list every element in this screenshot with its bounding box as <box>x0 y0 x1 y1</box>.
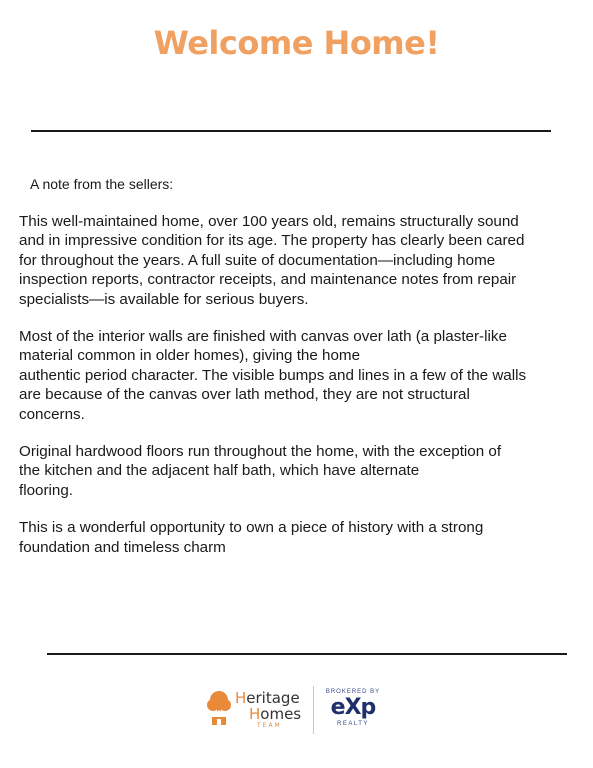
bottom-divider <box>47 653 567 655</box>
body-text <box>19 212 581 575</box>
house-tree-icon <box>205 688 239 726</box>
heritage-rest: eritage <box>246 689 300 707</box>
paragraph-history: This well-maintained home, over 100 years old, remains structurally sound and in impressive condition for its age. The property has clearly been cared for throughout the years. A full suite of documentation—including home inspection reports, contractor receipts, and maintenance notes from repair specialists—is available for serious buyers. <box>19 213 525 308</box>
homes-cap: H <box>249 705 261 723</box>
heritage-homes-logo <box>235 690 301 730</box>
paragraph-floors: Original hardwood floors run throughout the home, with the exception of the kitchen and the adjacent half bath, which have alternate flooring. <box>19 443 502 499</box>
exp-wordmark: eXp <box>330 695 376 720</box>
exp-realty-logo <box>322 688 384 732</box>
heritage-cap: H <box>235 689 247 707</box>
brokered-by-label: BROKERED BY <box>325 689 381 695</box>
top-divider <box>31 130 551 132</box>
team-label: TEAM <box>257 722 282 729</box>
footer-logos <box>205 684 395 736</box>
paragraph-walls: Most of the interior walls are finished with canvas over lath (a plaster-like material common in older homes), giving the home authentic period character. The visible bumps and lines in a few of the walls are because of the canvas over lath method, they are not structural concerns. <box>19 328 527 423</box>
note-label: A note from the sellers: <box>30 176 174 192</box>
paragraph-closing: This is a wonderful opportunity to own a piece of history with a strong foundation and timeless charm <box>19 519 484 556</box>
page-title: Welcome Home! <box>153 24 440 62</box>
logo-divider <box>313 686 314 734</box>
homes-rest: omes <box>260 705 302 723</box>
realty-label: REALTY <box>337 721 369 727</box>
